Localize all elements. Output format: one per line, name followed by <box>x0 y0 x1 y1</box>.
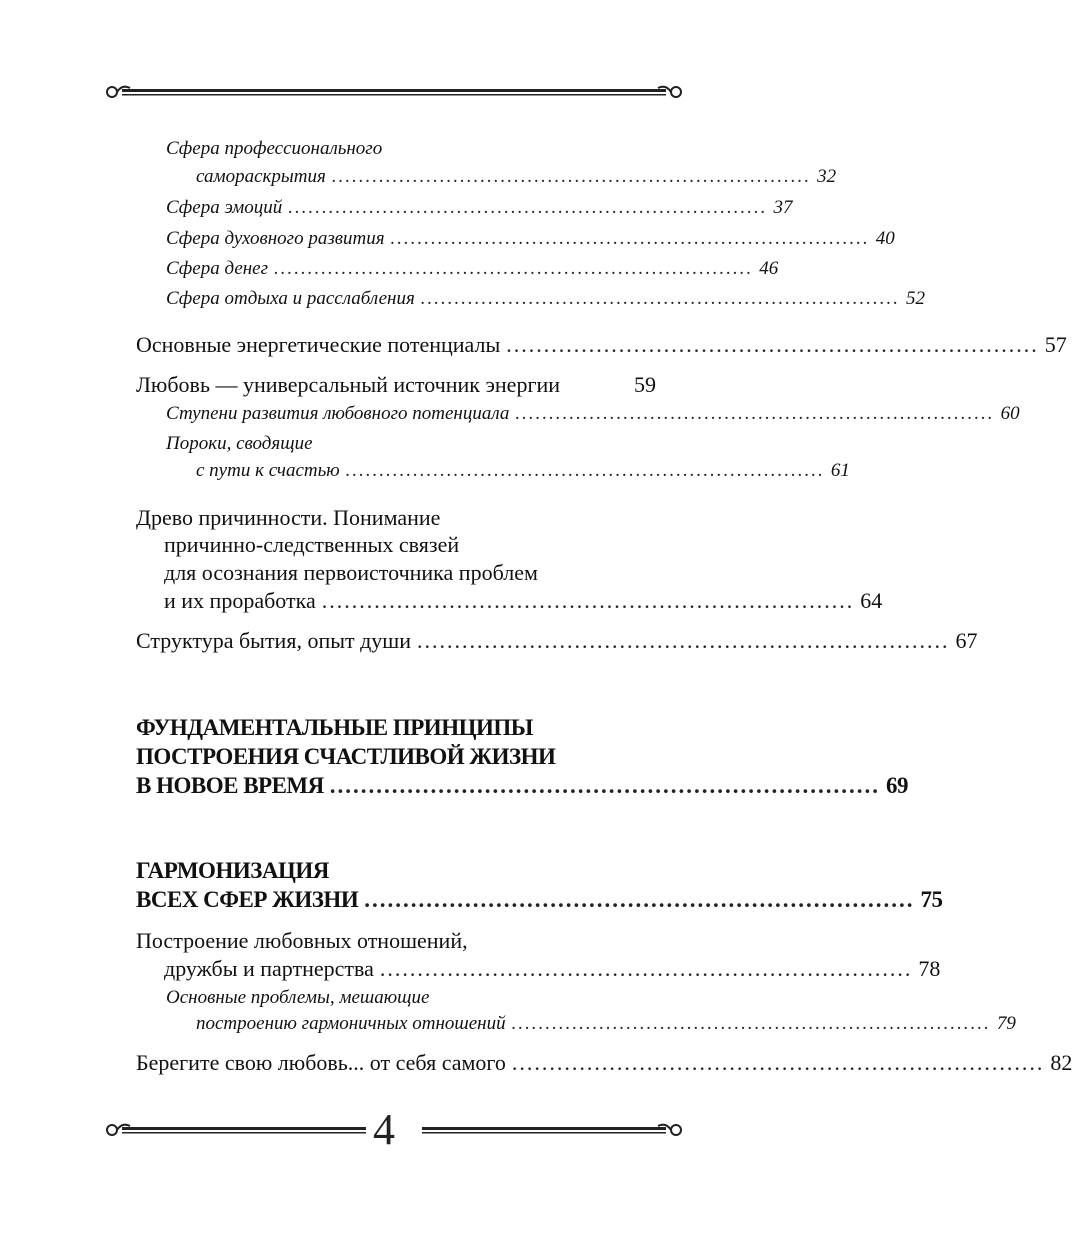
toc-entry[interactable]: Основные энергетические потенциалы ....................................................................... 57 <box>136 332 1067 357</box>
toc-entry-line: Пороки, сводящие <box>166 433 313 454</box>
toc-entry[interactable]: Ступени развития любовного потенциала ....................................................................... 60 <box>166 403 1020 424</box>
dot-leader: ....................................................................... <box>329 773 880 798</box>
dot-leader: ....................................................................... <box>274 258 754 279</box>
toc-entry[interactable]: самораскрытия ....................................................................... 32 <box>196 166 837 187</box>
toc-entry-line: Древо причинности. Понимание <box>136 505 441 530</box>
toc-entry[interactable]: Сфера эмоций ....................................................................... 37 <box>166 197 793 218</box>
toc-entry[interactable]: Любовь — универсальный источник энергии 59 <box>136 372 656 397</box>
toc-section-entry[interactable]: В НОВОЕ ВРЕМЯ ....................................................................... 69 <box>136 773 908 798</box>
toc-page-number: 79 <box>996 1013 1016 1034</box>
toc-page-number: 52 <box>906 288 926 309</box>
dot-leader: ....................................................................... <box>506 332 1039 357</box>
top-ornament-rule <box>100 80 688 104</box>
dot-leader: ....................................................................... <box>364 887 915 912</box>
toc-page-number: 61 <box>830 460 850 481</box>
toc-entry-line: для осознания первоисточника проблем <box>164 560 538 585</box>
toc-entry-line: Построение любовных отношений, <box>136 928 468 953</box>
toc-page-number: 37 <box>773 197 793 218</box>
toc-page-number: 67 <box>955 628 978 653</box>
dot-leader: ....................................................................... <box>515 403 995 424</box>
toc-entry[interactable]: Сфера отдыха и расслабления ....................................................................... 52 <box>166 288 926 309</box>
dot-leader: ....................................................................... <box>345 460 825 481</box>
toc-page-number: 69 <box>886 773 908 798</box>
toc-entry[interactable]: Сфера денег ....................................................................... 46 <box>166 258 779 279</box>
dot-leader: ....................................................................... <box>511 1013 991 1034</box>
toc-section-line: ГАРМОНИЗАЦИЯ <box>136 858 329 883</box>
dot-leader: ....................................................................... <box>379 956 913 981</box>
dot-leader: ....................................................................... <box>321 588 855 613</box>
toc-entry[interactable]: и их проработка ....................................................................... 64 <box>164 588 883 613</box>
toc-entry[interactable]: с пути к счастью ....................................................................... 61 <box>196 460 850 481</box>
dot-leader: ....................................................................... <box>420 288 901 309</box>
dot-leader: ....................................................................... <box>417 628 950 653</box>
dot-leader: ....................................................................... <box>390 228 870 249</box>
toc-entry[interactable]: Берегите свою любовь... от себя самого ....................................................................... 82 <box>136 1050 1072 1075</box>
toc-entry[interactable]: Структура бытия, опыт души ....................................................................... 67 <box>136 628 978 653</box>
page-number: 4 <box>373 1105 395 1154</box>
toc-page-number: 32 <box>817 166 837 187</box>
dot-leader: ....................................................................... <box>331 166 812 187</box>
toc-section-line: ПОСТРОЕНИЯ СЧАСТЛИВОЙ ЖИЗНИ <box>136 744 556 769</box>
toc-page-number: 75 <box>920 887 943 912</box>
dot-leader: ....................................................................... <box>288 197 768 218</box>
toc-page-number: 57 <box>1044 332 1067 357</box>
toc-entry-line: Основные проблемы, мешающие <box>166 987 430 1008</box>
toc-page-number: 59 <box>634 372 656 397</box>
dot-leader: ....................................................................... <box>511 1050 1045 1075</box>
toc-page-number: 46 <box>759 258 779 279</box>
toc-entry-line: причинно-следственных связей <box>164 532 460 557</box>
toc-section-line: ФУНДАМЕНТАЛЬНЫЕ ПРИНЦИПЫ <box>136 715 533 740</box>
toc-page-number: 40 <box>875 228 895 249</box>
toc-entry[interactable]: дружбы и партнерства ....................................................................... 78 <box>164 956 941 981</box>
toc-page-number: 64 <box>860 588 883 613</box>
toc-page-number: 60 <box>1000 403 1020 424</box>
toc-section-entry[interactable]: ВСЕХ СФЕР ЖИЗНИ ....................................................................... 75 <box>136 887 943 912</box>
toc-page-number: 78 <box>918 956 941 981</box>
toc-entry[interactable]: построению гармоничных отношений ....................................................................... 79 <box>196 1013 1016 1034</box>
toc-page-number: 82 <box>1050 1050 1072 1075</box>
toc-entry-line: Сфера профессионального <box>166 138 383 159</box>
toc-entry[interactable]: Сфера духовного развития ....................................................................... 40 <box>166 228 895 249</box>
